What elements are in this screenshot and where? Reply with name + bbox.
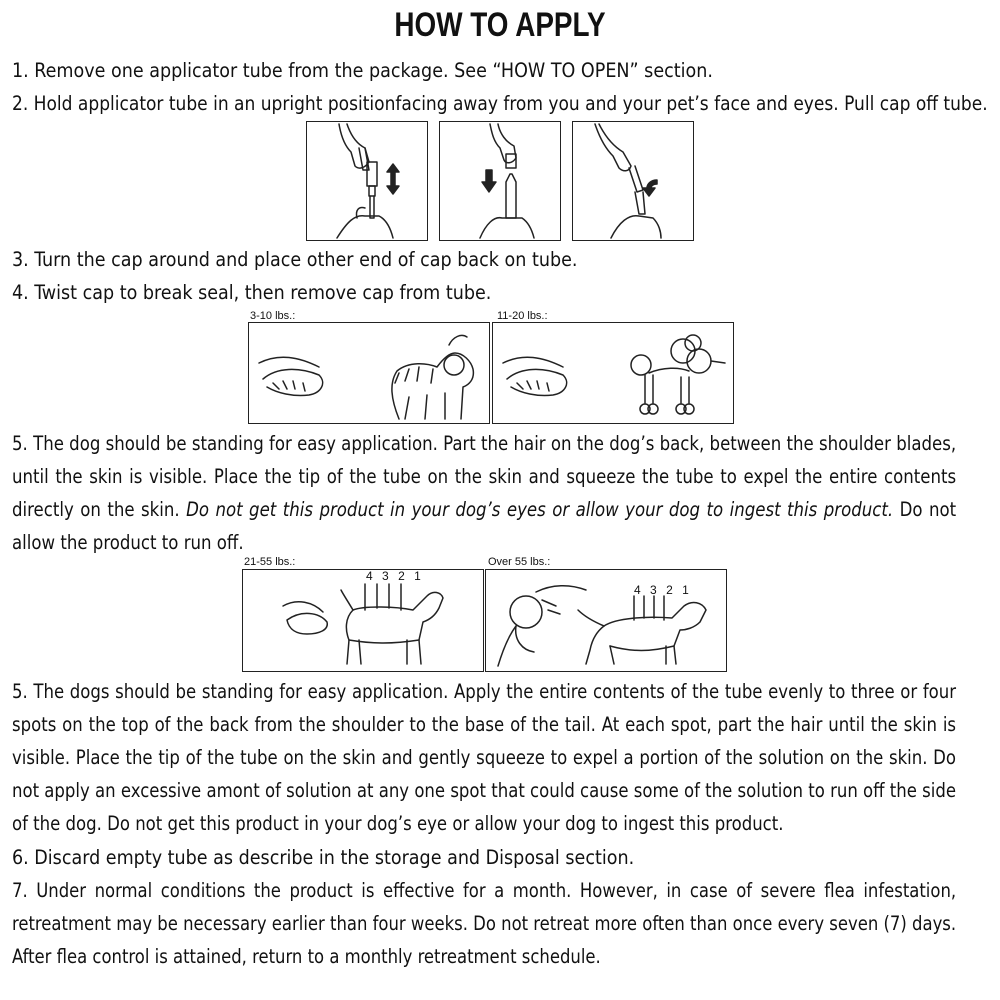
step-5a-line-2: until the skin is visible. Place the tip of the tube on the skin and squeeze the tube to expel the entire contents [12, 465, 957, 488]
terrier-drawing [243, 570, 483, 671]
weight-label-3-10: 3-10 lbs.: [250, 310, 296, 322]
tube-hand-drawing [307, 122, 427, 240]
spot-numbers-large [634, 583, 692, 597]
step-7-line-3: After flea control is attained, return to a monthly retreatment schedule. [12, 945, 601, 968]
cap-hand-drawing [440, 122, 560, 240]
illustration-medium-dog [242, 569, 484, 672]
spot-number: 4 [634, 583, 644, 597]
illustration-pull-cap [439, 121, 561, 241]
step-5a-line-4: allow the product to run off. [12, 531, 244, 554]
illustration-hold-tube [306, 121, 428, 241]
spot-number: 1 [414, 569, 424, 583]
step-5a-warning: Do not get this product in your dog’s eyes or allow your dog to ingest this product. [186, 498, 894, 521]
step-5b-line-3: visible. Place the tip of the tube on the skin and gently squeeze to expel a portion of the solution on the skin. Do [12, 746, 957, 769]
step-5a-line-1: 5. The dog should be standing for easy application. Part the hair on the dog’s back, between the shoulder blades, [12, 432, 957, 455]
step-5b-line-4: not apply an excessive amont of solution at any one spot that could cause some of the solution to run off the side [12, 779, 957, 802]
step-5a-line-3-tail: Do not [899, 498, 957, 521]
illustration-small-dog [248, 322, 490, 424]
step-6: 6. Discard empty tube as describe in the storage and Disposal section. [12, 846, 635, 869]
illustration-replace-cap [572, 121, 694, 241]
spot-number: 4 [366, 569, 376, 583]
weight-label-over-55: Over 55 lbs.: [488, 556, 551, 568]
step-1: 1. Remove one applicator tube from the package. See “HOW TO OPEN” section. [12, 59, 713, 82]
step-5b-line-1: 5. The dogs should be standing for easy application. Apply the entire contents of the tube evenly to three or four [12, 680, 957, 703]
page-title: HOW TO APPLY [394, 6, 606, 44]
spot-numbers-medium [366, 569, 424, 583]
spot-number: 1 [682, 583, 692, 597]
weight-label-11-20: 11-20 lbs.: [497, 310, 548, 322]
step-5a-line-3 [12, 493, 956, 526]
poodle-drawing [493, 323, 733, 423]
step-5a-line-3-plain: directly on the skin. [12, 498, 180, 521]
weight-label-21-55: 21-55 lbs.: [244, 556, 296, 568]
step-5b-line-2: spots on the top of the back from the shoulder to the base of the tail. At each spot, part the hair until the skin is [12, 713, 957, 736]
spot-number: 2 [666, 583, 676, 597]
yorkie-drawing [249, 323, 489, 423]
step-5b-line-5: of the dog. Do not get this product in your dog’s eye or allow your dog to ingest this product. [12, 812, 784, 835]
step-2: 2. Hold applicator tube in an upright positionfacing away from you and your pet’s face and eyes. Pull cap off tube. [12, 92, 988, 115]
step-7-line-2: retreatment may be necessary earlier than four weeks. Do not retreat more often than once every seven (7) days. [12, 912, 957, 935]
step-7-line-1: 7. Under normal conditions the product is effective for a month. However, in case of severe flea infestation, [12, 879, 957, 902]
spot-number: 2 [398, 569, 408, 583]
step-7 [12, 874, 956, 973]
step-3: 3. Turn the cap around and place other end of cap back on tube. [12, 248, 578, 271]
step-4: 4. Twist cap to break seal, then remove cap from tube. [12, 281, 492, 304]
step-5-large-dogs [12, 675, 956, 840]
twist-hand-drawing [573, 122, 693, 240]
spot-number: 3 [382, 569, 392, 583]
spot-number: 3 [650, 583, 660, 597]
step-5-small-dogs [12, 427, 956, 559]
illustration-poodle [492, 322, 734, 424]
